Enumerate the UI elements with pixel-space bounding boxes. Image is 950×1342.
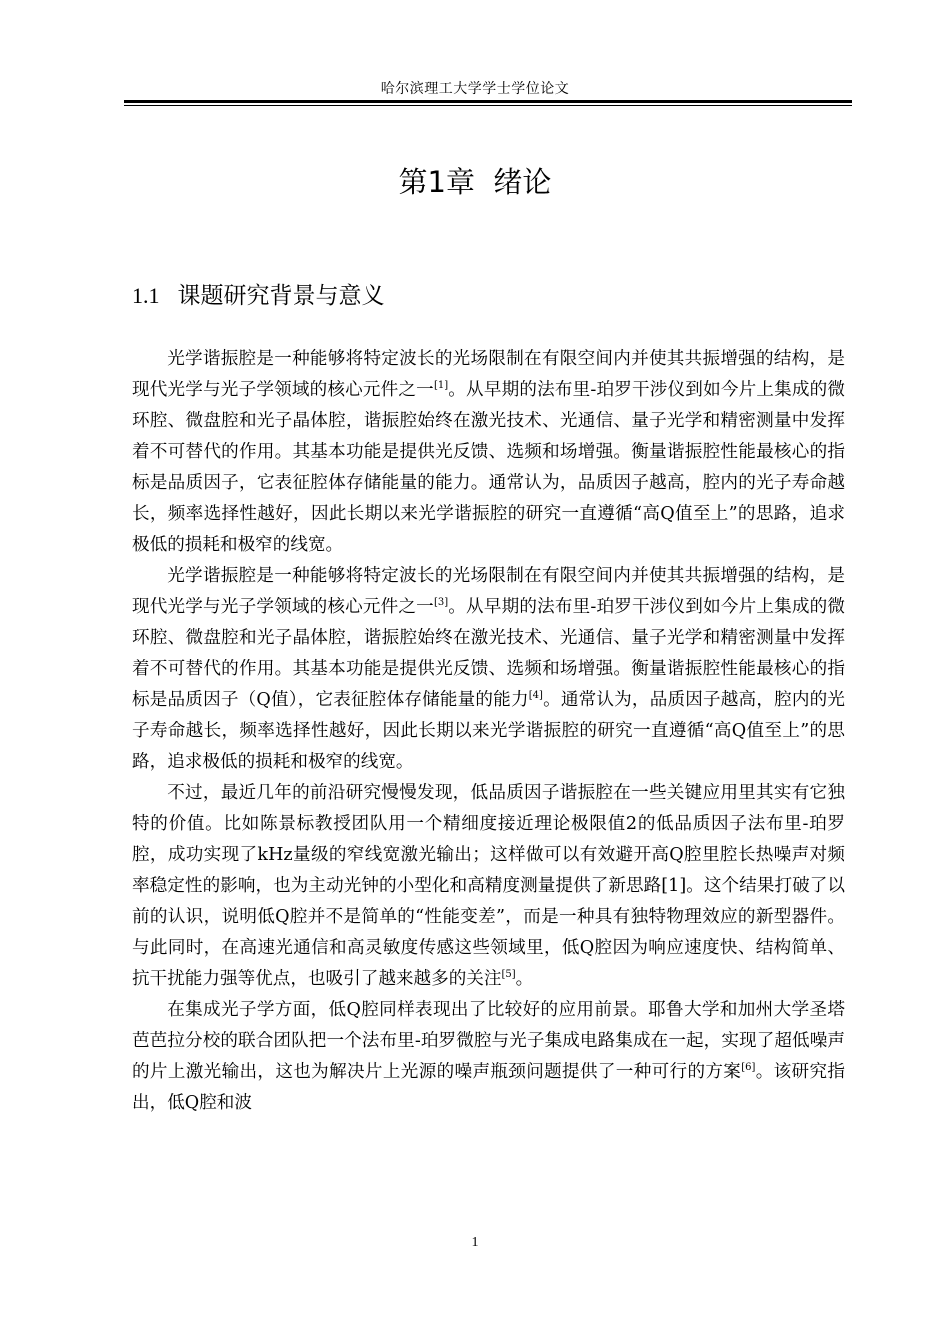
paragraph: 不过，最近几年的前沿研究慢慢发现，低品质因子谐振腔在一些关键应用里其实有它独特的价值。比如陈景标教授团队用一个精细度接近理论极限值2的低品质因子法布里-珀罗腔，成功实现了kHz量级的窄线宽激光输出；这样做可以有效避开高Q腔里腔长热噪声对频率稳定性的影响，也为主动光钟的小型化和高精度测量提供了新思路[1]。这个结果打破了以前的认识，说明低Q腔并不是简单的“性能变差”，而是一种具有独特物理效应的新型器件。与此同时，在高速光通信和高灵敏度传感这些领域里，低Q腔因为响应速度快、结构简单、抗干扰能力强等优点，也吸引了越来越多的关注[5]。 xyxy=(132,783,845,989)
citation: [1] xyxy=(433,380,449,392)
page-number: 1 xyxy=(471,1235,479,1250)
header-rule-thick xyxy=(124,100,852,103)
section-number: 1.1 xyxy=(132,283,160,308)
citation: [4] xyxy=(528,690,543,702)
citation: [6] xyxy=(741,1062,756,1074)
running-header: 哈尔滨理工大学学士学位论文 xyxy=(380,81,570,97)
body-text xyxy=(132,344,845,1119)
citation: [5] xyxy=(501,969,516,981)
citation: [3] xyxy=(433,597,449,609)
paragraph: 光学谐振腔是一种能够将特定波长的光场限制在有限空间内并使其共振增强的结构，是现代光学与光子学领域的核心元件之一[1]。从早期的法布里-珀罗干涉仪到如今片上集成的微环腔、微盘腔和光子晶体腔，谐振腔始终在激光技术、光通信、量子光学和精密测量中发挥着不可替代的作用。其基本功能是提供光反馈、选频和场增强。衡量谐振腔性能最核心的指标是品质因子，它表征腔体存储能量的能力。通常认为，品质因子越高，腔内的光子寿命越长，频率选择性越好，因此长期以来光学谐振腔的研究一直遵循“高Q值至上”的思路，追求极低的损耗和极窄的线宽。 xyxy=(132,349,845,555)
paragraph: 在集成光子学方面，低Q腔同样表现出了比较好的应用前景。耶鲁大学和加州大学圣塔芭芭拉分校的联合团队把一个法布里-珀罗微腔与光子集成电路集成在一起，实现了超低噪声的片上激光输出，这也为解决片上光源的噪声瓶颈问题提供了一种可行的方案[6]。该研究指出，低Q腔和波 xyxy=(132,1000,845,1113)
section-title: 课题研究背景与意义 xyxy=(177,283,385,309)
header-rule-thin xyxy=(124,105,852,106)
paragraph: 光学谐振腔是一种能够将特定波长的光场限制在有限空间内并使其共振增强的结构，是现代光学与光子学领域的核心元件之一[3]。从早期的法布里-珀罗干涉仪到如今片上集成的微环腔、微盘腔和光子晶体腔，谐振腔始终在激光技术、光通信、量子光学和精密测量中发挥着不可替代的作用。其基本功能是提供光反馈、选频和场增强。衡量谐振腔性能最核心的指标是品质因子（Q值），它表征腔体存储能量的能力[4]。通常认为，品质因子越高，腔内的光子寿命越长，频率选择性越好，因此长期以来光学谐振腔的研究一直遵循“高Q值至上”的思路，追求极低的损耗和极窄的线宽。 xyxy=(132,566,845,772)
section-heading xyxy=(132,277,385,310)
chapter-title: 第1章 绪论 xyxy=(398,165,552,199)
